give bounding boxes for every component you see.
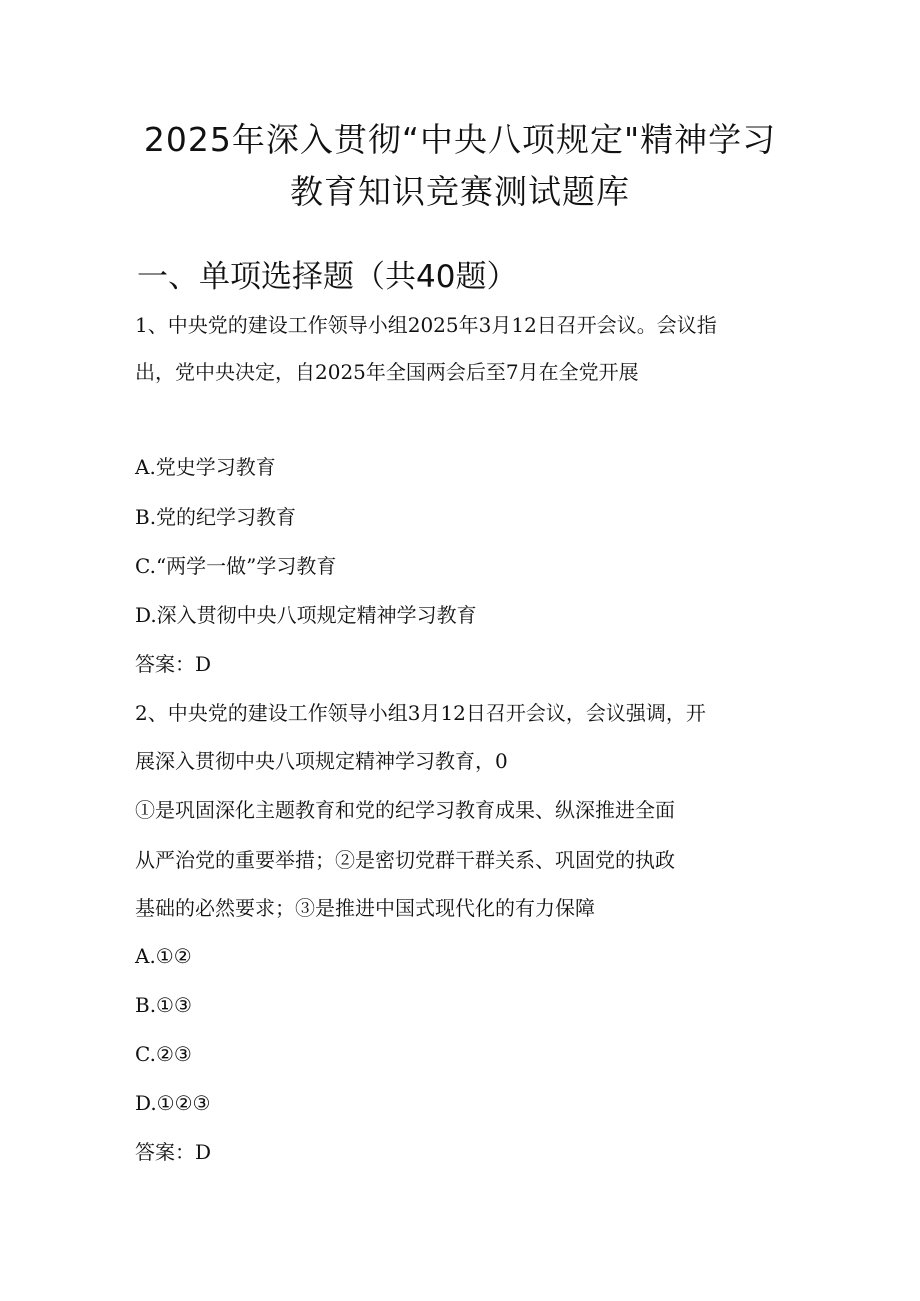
question-1-option-c: C.“两学一做”学习教育: [135, 554, 337, 578]
question-1-option-d: D.深入贯彻中央八项规定精神学习教育: [135, 603, 477, 627]
question-1-option-b: B.党的纪学习教育: [135, 505, 297, 529]
question-2-answer: 答案：D: [135, 1140, 212, 1164]
question-2-stem-line-1: 2、中央党的建设工作领导小组3月12日召开会议，会议强调，开: [135, 701, 706, 725]
document-title-line-1: 2025年深入贯彻“中央八项规定"精神学习: [143, 120, 777, 159]
document-title-line-2: 教育知识竞赛测试题库: [290, 172, 630, 211]
question-2-option-a: A.①②: [135, 944, 192, 968]
question-1-stem-line-2: 出，党中央决定，自2025年全国两会后至7月在全党开展: [135, 360, 639, 384]
question-2-stem-line-4: 从严治党的重要举措；②是密切党群干群关系、巩固党的执政: [135, 848, 675, 872]
question-2-option-d: D.①②③: [135, 1091, 211, 1115]
question-1-answer: 答案：D: [135, 652, 212, 676]
question-2-stem-line-5: 基础的必然要求；③是推进中国式现代化的有力保障: [135, 896, 595, 920]
question-2-stem-line-3: ①是巩固深化主题教育和党的纪学习教育成果、纵深推进全面: [135, 798, 675, 822]
question-2-option-c: C.②③: [135, 1042, 192, 1066]
question-2-option-b: B.①③: [135, 993, 192, 1017]
section-heading: 一、单项选择题（共40题）: [137, 259, 518, 295]
question-1-stem-line-1: 1、中央党的建设工作领导小组2025年3月12日召开会议。会议指: [135, 313, 717, 337]
question-2-stem-line-2: 展深入贯彻中央八项规定精神学习教育，0: [135, 749, 508, 773]
question-1-option-a: A.党史学习教育: [135, 455, 276, 479]
